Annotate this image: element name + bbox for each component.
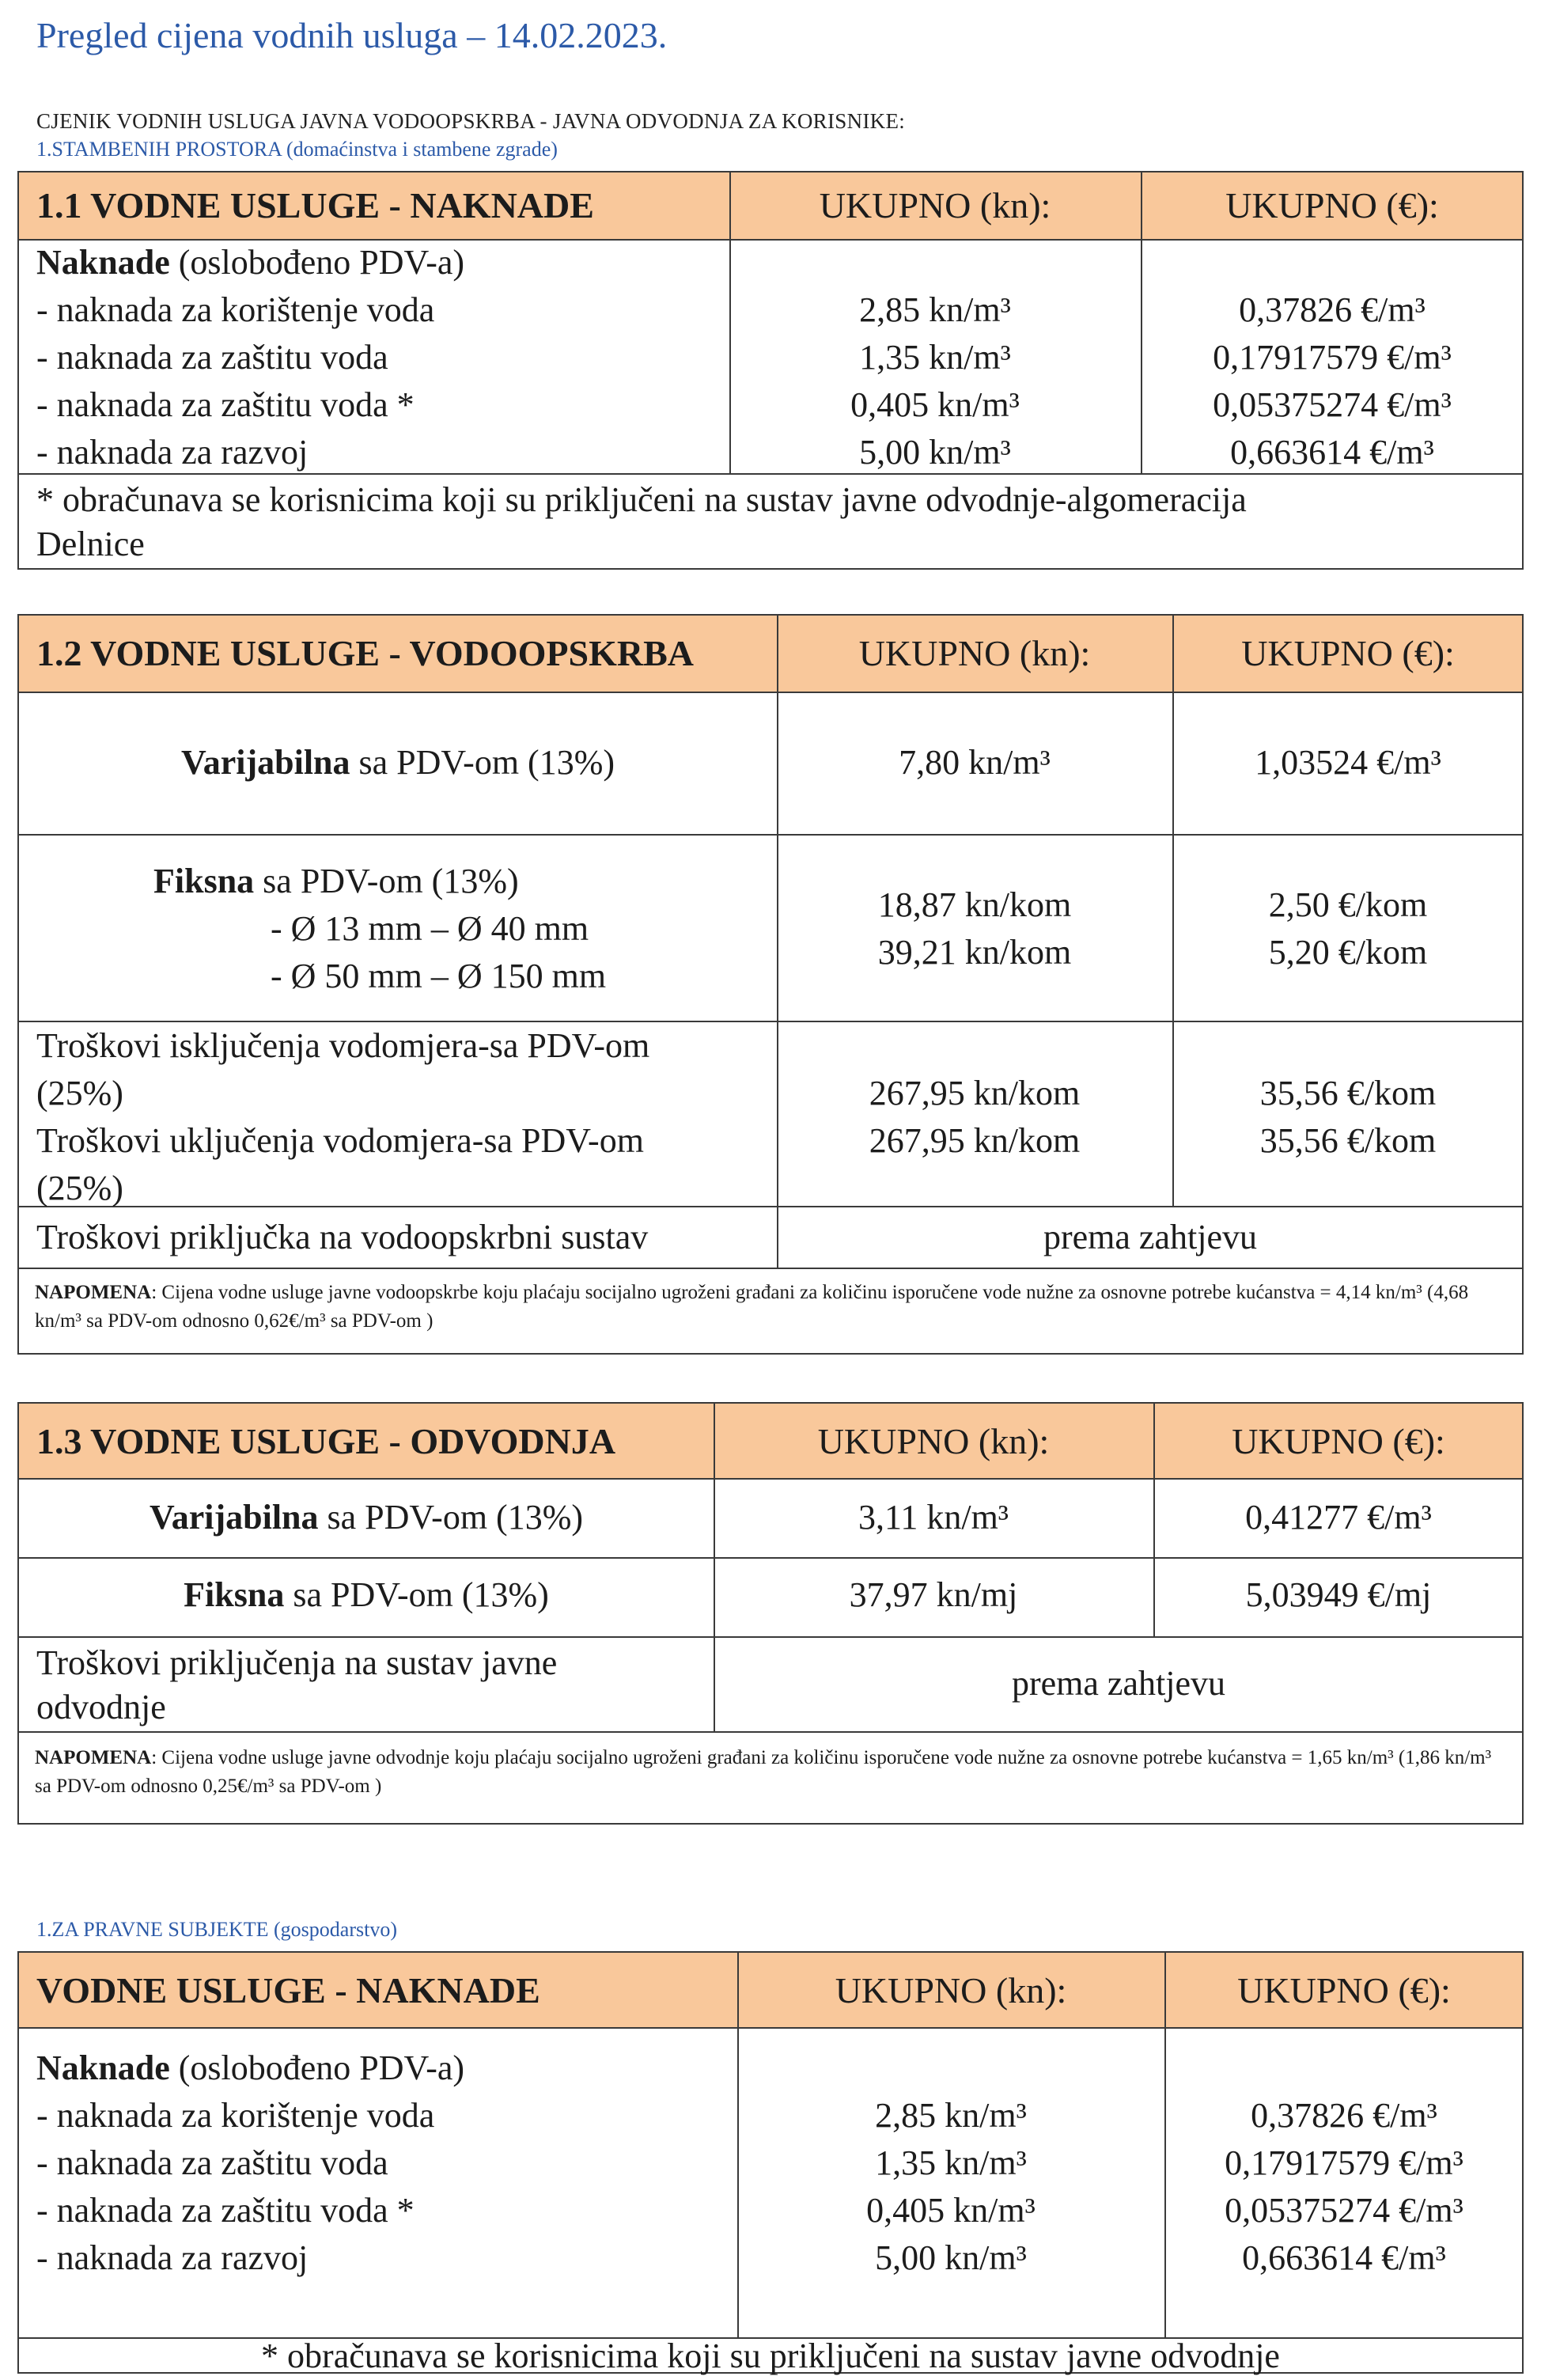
fee-kn: 5,00 kn/m³ — [859, 433, 1011, 472]
column-header-eur: UKUPNO (€): — [1225, 185, 1439, 225]
fee-eur: 0,663614 €/m³ — [1242, 2238, 1446, 2277]
fee-label: - naknada za korištenje voda — [36, 290, 435, 329]
column-header-kn: UKUPNO (kn): — [858, 633, 1091, 673]
fee-eur: 0,37826 €/m³ — [1251, 2096, 1437, 2135]
variable-label: Varijabilna sa PDV-om (13%) — [180, 743, 615, 782]
variable-kn: 3,11 kn/m³ — [858, 1498, 1009, 1537]
note: NAPOMENA: Cijena vodne usluge javne vodoopskrbe koju plaćaju socijalno ugroženi građani za količinu isporučene vode nužne za osnovne potrebe kućanstva = 4,14 kn/m³ (4,68 kn/m³ sa PDV-om odnosno 0,62€/m³ sa PDV-om ) — [35, 1282, 1469, 1332]
fixed-diameter-1: - Ø 13 mm – Ø 40 mm — [271, 909, 589, 948]
fee-kn: 2,85 kn/m³ — [859, 290, 1011, 329]
connection-label-continued: odvodnje — [36, 1688, 166, 1726]
fixed-kn-2: 39,21 kn/kom — [877, 933, 1072, 972]
fee-values-kn — [737, 2092, 1164, 2282]
fee-label: - naknada za zaštitu voda — [36, 2143, 388, 2182]
meter-connect-eur: 35,56 €/kom — [1259, 1121, 1437, 1160]
fee-values-kn — [729, 286, 1141, 476]
connection-label: Troškovi priključka na vodoopskrbni sustav — [36, 1218, 649, 1256]
meter-disconnect-kn: 267,95 kn/kom — [869, 1074, 1081, 1112]
table-title: 1.1 VODNE USLUGE - NAKNADE — [36, 185, 594, 225]
fee-label: - naknada za zaštitu voda — [36, 338, 388, 377]
fixed-eur: 5,03949 €/mj — [1245, 1575, 1432, 1614]
section-label-business: 1.ZA PRAVNE SUBJEKTE (gospodarstvo) — [36, 1918, 397, 1941]
meter-disconnect-label-vat: (25%) — [36, 1074, 123, 1112]
fixed-label: Fiksna sa PDV-om (13%) — [184, 1575, 549, 1614]
group-label: Naknade (oslobođeno PDV-a) — [36, 243, 465, 282]
table-title: VODNE USLUGE - NAKNADE — [36, 1970, 540, 2010]
fee-kn: 1,35 kn/m³ — [859, 338, 1011, 377]
fee-values-eur — [1164, 2092, 1524, 2282]
fee-label: - naknada za zaštitu voda * — [36, 2191, 415, 2230]
table-title: 1.3 VODNE USLUGE - ODVODNJA — [36, 1421, 616, 1461]
group-label: Naknade (oslobođeno PDV-a) — [36, 2048, 465, 2087]
meter-connect-kn: 267,95 kn/kom — [869, 1121, 1081, 1160]
fee-labels — [36, 286, 434, 476]
connection-value: prema zahtjevu — [1043, 1218, 1257, 1256]
connection-value: prema zahtjevu — [1012, 1664, 1225, 1703]
fee-kn: 2,85 kn/m³ — [875, 2096, 1027, 2135]
fixed-eur-1: 2,50 €/kom — [1268, 885, 1428, 924]
footnote: * obračunava se korisnicima koji su priključeni na sustav javne odvodnje-algomeracija — [36, 480, 1247, 519]
fee-labels — [36, 2092, 434, 2282]
variable-eur: 1,03524 €/m³ — [1255, 743, 1441, 782]
footnote: * obračunava se korisnicima koji su priključeni na sustav javne odvodnje — [261, 2336, 1280, 2375]
fee-kn: 5,00 kn/m³ — [875, 2238, 1027, 2277]
fee-kn: 1,35 kn/m³ — [875, 2143, 1027, 2182]
meter-costs-labels — [36, 1022, 649, 1212]
fixed-diameter-2: - Ø 50 mm – Ø 150 mm — [271, 957, 607, 995]
variable-eur: 0,41277 €/m³ — [1245, 1498, 1432, 1537]
variable-kn: 7,80 kn/m³ — [899, 743, 1051, 782]
fee-eur: 0,37826 €/m³ — [1239, 290, 1426, 329]
fee-values-eur — [1141, 286, 1524, 476]
table-drainage — [17, 1402, 1524, 1825]
fee-kn: 0,405 kn/m³ — [850, 385, 1020, 424]
fixed-kn-1: 18,87 kn/kom — [877, 885, 1072, 924]
variable-label: Varijabilna sa PDV-om (13%) — [149, 1498, 583, 1537]
fixed-kn: 37,97 kn/mj — [849, 1575, 1018, 1614]
footnote-continued: Delnice — [36, 525, 145, 563]
column-header-eur: UKUPNO (€): — [1241, 633, 1455, 673]
table-title: 1.2 VODNE USLUGE - VODOOPSKRBA — [36, 633, 694, 673]
column-header-eur: UKUPNO (€): — [1232, 1421, 1445, 1461]
meter-disconnect-label: Troškovi isključenja vodomjera-sa PDV-om — [36, 1026, 650, 1065]
connection-label: Troškovi priključenja na sustav javne — [36, 1643, 558, 1682]
meter-connect-label: Troškovi uključenja vodomjera-sa PDV-om — [36, 1121, 644, 1160]
fee-label: - naknada za razvoj — [36, 433, 309, 472]
table-fees-business — [17, 1951, 1524, 2374]
column-header-eur: UKUPNO (€): — [1237, 1970, 1451, 2010]
fee-eur: 0,05375274 €/m³ — [1225, 2191, 1463, 2230]
fixed-label: Fiksna sa PDV-om (13%) — [153, 862, 519, 900]
table-fees-residential — [17, 171, 1524, 570]
fee-label: - naknada za razvoj — [36, 2238, 309, 2277]
fee-eur: 0,17917579 €/m³ — [1225, 2143, 1463, 2182]
fee-eur: 0,05375274 €/m³ — [1213, 385, 1452, 424]
column-header-kn: UKUPNO (kn): — [835, 1970, 1067, 2010]
table-water-supply — [17, 614, 1524, 1355]
fixed-eur-2: 5,20 €/kom — [1268, 933, 1428, 972]
meter-connect-label-vat: (25%) — [36, 1169, 123, 1207]
fee-label: - naknada za korištenje voda — [36, 2096, 435, 2135]
fee-eur: 0,663614 €/m³ — [1230, 433, 1434, 472]
column-header-kn: UKUPNO (kn): — [819, 185, 1051, 225]
column-header-kn: UKUPNO (kn): — [817, 1421, 1050, 1461]
section-label-residential: 1.STAMBENIH PROSTORA (domaćinstva i stambene zgrade) — [36, 138, 558, 161]
meter-disconnect-eur: 35,56 €/kom — [1259, 1074, 1437, 1112]
fee-eur: 0,17917579 €/m³ — [1213, 338, 1452, 377]
page-title: Pregled cijena vodnih usluga – 14.02.2023. — [36, 15, 668, 55]
fee-label: - naknada za zaštitu voda * — [36, 385, 415, 424]
note: NAPOMENA: Cijena vodne usluge javne odvodnje koju plaćaju socijalno ugroženi građani za količinu isporučene vode nužne za osnovne potrebe kućanstva = 1,65 kn/m³ (1,86 kn/m³ sa PDV-om odnosno 0,25€/m³ sa PDV-om ) — [35, 1747, 1492, 1797]
price-list-heading: CJENIK VODNIH USLUGA JAVNA VODOOPSKRBA - JAVNA ODVODNJA ZA KORISNIKE: — [36, 109, 906, 133]
fee-kn: 0,405 kn/m³ — [866, 2191, 1036, 2230]
